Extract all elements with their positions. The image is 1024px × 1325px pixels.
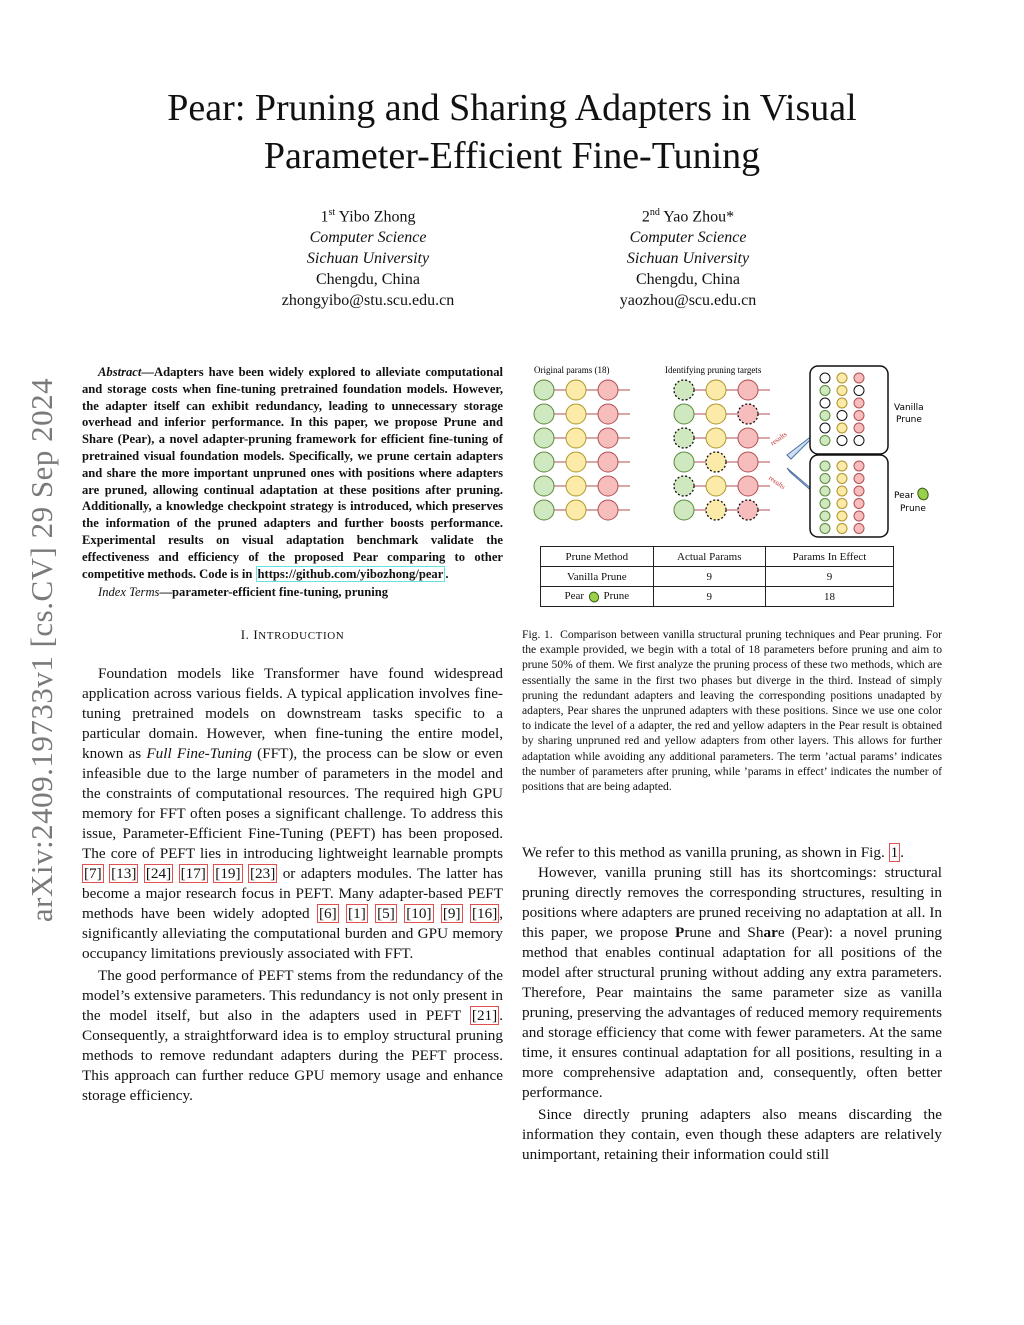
citation[interactable]: [23] (250, 865, 276, 883)
adapter-circle (598, 380, 618, 400)
adapter-circle (820, 436, 830, 446)
adapter-circle (837, 499, 847, 509)
citation[interactable]: [5] (377, 905, 395, 923)
intro-paragraph-1: Foundation models like Transformer have found widespread application across various fields. A typical application involves fine-tuning pretrained models on downstream tasks specific to a particular domain. However, when fine-tuning the entire model, known as Full Fine-Tuning (FFT), the process can be slow or even infeasible due to the large number of parameters in the model and the constraints of computational resources. The required high GPU memory for FFT often poses a significant challenge. To address this issue, Parameter-Efficient Fine-Tuning (PEFT) has been proposed. The core of PEFT lies in introducing lightweight learnable prompts [7] [13] [24] [17] [19] [23] or adapters modules. The latter has become a major research focus in PEFT. Many adapter-based PEFT methods have been widely adopted [6] [1] [5] [10] [9] [16] , significantly alleviating the computational burden and GPU memory occupancy limitations previously associated with FFT. (82, 665, 504, 963)
caption-label: Fig. 1. (522, 628, 553, 641)
pear-label-2: Prune (900, 504, 926, 514)
author-dept-2: Computer Science (629, 229, 747, 247)
title-line-2: Parameter-Efficient Fine-Tuning (263, 135, 761, 177)
adapter-circle (534, 428, 554, 448)
arxiv-stamp (22, 355, 62, 945)
title-line-1: Pear: Pruning and Sharing Adapters in Visual (167, 87, 857, 129)
adapter-circle (837, 423, 847, 433)
adapter-circle (854, 423, 864, 433)
author-city-1: Chengdu, China (316, 271, 420, 289)
adapter-circle (854, 486, 864, 496)
adapter-circle (820, 474, 830, 484)
citation[interactable]: [19] (215, 865, 241, 883)
citation[interactable]: [7] (84, 865, 102, 883)
right-paragraph-2: However, vanilla pruning still has its shortcomings: structural pruning directly removes the corresponding structures, resulting in positions where adapters are pruned receiving no adaptation at all. In this paper, we propose Prune and Share (Pear): a novel pruning method that enables continual adaptation for all positions of the model after structural pruning without adding any extra parameters. Therefore, Pear maintains the same parameter size as vanilla pruning, preserving the advantages of reduced memory requirements and storage efficiency that come with fewer parameters. At the same time, it ensures continual adaptation for all positions, resulting in a more comprehensive adaptation and, consequently, often better performance. (522, 864, 942, 1101)
author-block-2 (558, 202, 818, 311)
adapter-circle (738, 404, 758, 424)
table-header: Prune Method (541, 547, 654, 567)
svg-text:results: results (767, 474, 787, 492)
author-inst-1: Sichuan University (306, 250, 430, 268)
adapter-circle (854, 499, 864, 509)
adapter-circle (598, 428, 618, 448)
pruned-circle (837, 436, 847, 446)
svg-text:results: results (768, 430, 789, 448)
adapter-circle (820, 486, 830, 496)
adapter-circle (706, 476, 726, 496)
adapter-circle (820, 461, 830, 471)
intro-paragraph-2: The good performance of PEFT stems from the redundancy of the model’s extensive parameters. This redundancy is not only present in the model itself, but also in the adapters used in PEFT [21] . Consequently, a straightforward idea is to employ structural pruning methods to remove redundant adapters during the PEFT process. This approach can further reduce GPU memory usage and enhance storage efficiency. (82, 967, 503, 1105)
adapter-circle (674, 476, 694, 496)
adapter-circle (598, 452, 618, 472)
adapter-circle (837, 398, 847, 408)
figure-ref[interactable]: 1 (890, 844, 899, 861)
adapter-circle (566, 380, 586, 400)
adapter-circle (820, 411, 830, 421)
adapter-circle (566, 476, 586, 496)
adapter-circle (820, 386, 830, 396)
author-name-2: 2nd Yao Zhou* (641, 207, 735, 226)
citation[interactable]: [6] (318, 905, 337, 923)
adapter-circle (598, 404, 618, 424)
adapter-circle (854, 373, 864, 383)
pruned-circle (820, 373, 830, 383)
adapter-circle (706, 500, 726, 520)
adapter-circle (820, 499, 830, 509)
author-email-1[interactable]: zhongyibo@stu.scu.edu.cn (281, 292, 455, 310)
adapter-circle (566, 404, 586, 424)
adapter-circle (837, 486, 847, 496)
pruned-circle (820, 398, 830, 408)
figure-1-table (540, 546, 894, 607)
citation[interactable]: [16] (471, 905, 498, 923)
adapter-circle (534, 500, 554, 520)
adapter-circle (566, 500, 586, 520)
citation[interactable]: [24] (145, 865, 172, 883)
adapter-circle (706, 404, 726, 424)
section-heading-introduction: I. INTRODUCTION (240, 627, 345, 643)
adapter-circle (534, 380, 554, 400)
figure-1-caption (522, 627, 942, 794)
author-inst-2: Sichuan University (626, 250, 750, 268)
adapter-circle (820, 511, 830, 521)
adapter-circle (820, 524, 830, 534)
citation[interactable]: [10] (406, 905, 432, 923)
author-city-2: Chengdu, China (636, 271, 740, 289)
right-paragraph-3: Since directly pruning adapters also means discarding the information they contain, even though these adapters are relatively unimportant, retaining their information could still (522, 1106, 942, 1163)
vanilla-label-1: Vanilla (894, 403, 924, 413)
citation[interactable]: [9] (442, 905, 461, 923)
adapter-circle (706, 428, 726, 448)
adapter-circle (566, 428, 586, 448)
right-paragraph-1: We refer to this method as vanilla pruning, as shown in Fig. 1 . (522, 844, 904, 861)
adapter-circle (854, 511, 864, 521)
adapter-circle (598, 500, 618, 520)
left-column (82, 364, 503, 1106)
adapter-circle (738, 476, 758, 496)
citation[interactable]: [17] (180, 865, 206, 883)
author-email-2[interactable]: yaozhou@scu.edu.cn (619, 292, 757, 310)
adapter-circle (674, 428, 694, 448)
adapter-circle (837, 461, 847, 471)
adapter-circle (598, 476, 618, 496)
adapter-circle (534, 404, 554, 424)
pruned-circle (854, 436, 864, 446)
adapter-circle (674, 380, 694, 400)
adapter-circle (854, 411, 864, 421)
adapter-circle (706, 380, 726, 400)
adapter-circle (534, 452, 554, 472)
adapter-circle (674, 500, 694, 520)
index-terms: Index Terms—parameter-efficient fine-tuning, pruning (98, 585, 389, 600)
vanilla-label-2: Prune (896, 415, 922, 425)
author-block-1 (238, 202, 498, 311)
table-header: Params In Effect (765, 547, 893, 567)
table-row: Pear Prune 9 18 (541, 587, 894, 607)
adapter-circle (738, 380, 758, 400)
original-params-grid (534, 380, 630, 520)
adapter-circle (854, 461, 864, 471)
pear-icon (916, 486, 930, 501)
pruning-targets-grid (674, 380, 770, 520)
adapter-circle (837, 524, 847, 534)
adapter-circle (738, 452, 758, 472)
arxiv-id: arXiv:2409.19733v1 [cs.CV] 29 Sep 2024 (24, 377, 60, 923)
fig-label-identify: Identifying pruning targets (665, 365, 762, 375)
adapter-circle (738, 428, 758, 448)
adapter-circle (706, 452, 726, 472)
author-dept-1: Computer Science (309, 229, 427, 247)
adapter-circle (566, 452, 586, 472)
citation[interactable]: [21] (471, 1007, 498, 1025)
pruned-circle (854, 386, 864, 396)
code-link[interactable]: https://github.com/yibozhong/pear (257, 566, 444, 581)
adapter-circle (674, 404, 694, 424)
abstract: Abstract—Adapters have been widely explored to alleviate computational and storage costs when fine-tuning pretrained foundation models. However, the adapter itself can exhibit redundancy, leading to unnecessary storage overhead and inferior performance. In this paper, we propose Prune and Share (Pear), a novel adapter-pruning framework for efficient fine-tuning of pretrained visual foundation models. Specifically, we prune certain adapters and share the more important unpruned ones with positions where adapters are pruned, allowing continual adaptation at these positions after pruning. Additionally, a knowledge checkpoint strategy is introduced, which preserves the information of the pruned adapters and further boosts performance. Experimental results on visual adaptation benchmark validate the effectiveness and efficiency of the proposed Pear comparing to other competitive methods. Code is in https://github.com/yibozhong/pear . (82, 365, 503, 581)
caption-text: Comparison between vanilla structural pruning techniques and Pear pruning. For the example provided, we begin with a total of 18 parameters before pruning and aim to prune 50% of them. We first analyze the pruning process of these two methods, which are essentially the same in the first two phases but diverge in the third. Instead of simply pruning the redundant adapters and leaving the corresponding positions unadapted by adapters, Pear shares the unpruned adapters with these positions. Since we use one color to indicate the level of a adapter, the red and yellow adapters in the Pear result is obtained by sharing unpruned red and yellow adapters from other layers. This allows for further adaptation while avoiding any additional parameters. The term ’actual params’ indicates the number of parameters after pruning, while ’params in effect’ indicates the number of positions that are being adapted. (522, 628, 942, 794)
adapter-circle (837, 373, 847, 383)
author-name-1: 1st Yibo Zhong (320, 207, 416, 226)
adapter-circle (854, 474, 864, 484)
fig-label-original: Original params (18) (534, 365, 610, 375)
pruned-circle (837, 411, 847, 421)
adapter-circle (674, 452, 694, 472)
adapter-circle (837, 474, 847, 484)
pear-icon (587, 591, 601, 603)
right-column (522, 843, 942, 1165)
pruned-circle (820, 423, 830, 433)
adapter-circle (738, 500, 758, 520)
citation[interactable]: [13] (111, 865, 137, 883)
adapter-circle (854, 524, 864, 534)
citation[interactable]: [1] (348, 905, 366, 923)
paper-title (100, 84, 924, 180)
pear-label-1: Pear (894, 491, 914, 501)
table-header: Actual Params (653, 547, 765, 567)
adapter-circle (534, 476, 554, 496)
adapter-circle (837, 386, 847, 396)
adapter-circle (854, 398, 864, 408)
adapter-circle (837, 511, 847, 521)
table-row: Vanilla Prune 9 9 (541, 567, 894, 587)
